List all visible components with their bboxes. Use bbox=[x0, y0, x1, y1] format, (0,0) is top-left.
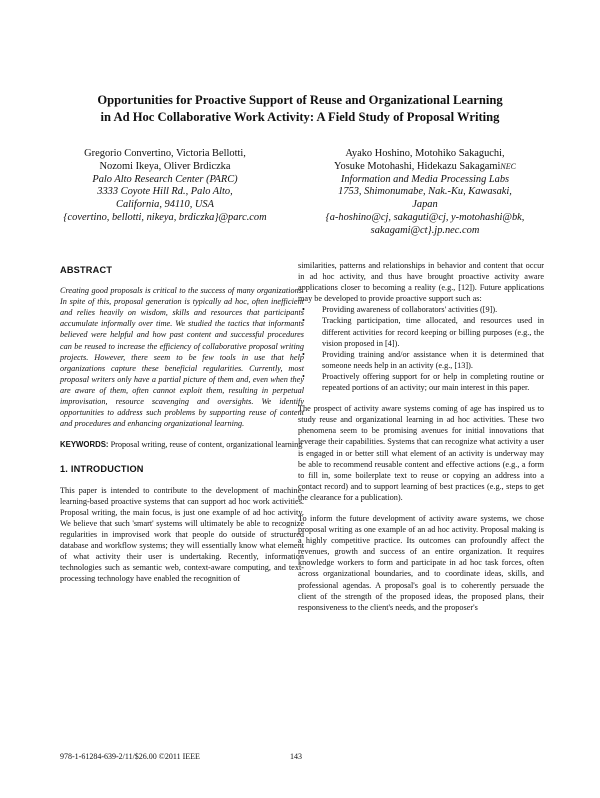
right-paragraph-2: The prospect of activity aware systems coming of age has inspired us to study reuse and organizational learning in ad hoc activities. These two phenomena seem to be promising avenues for initial innovations that leverage their capabilities. Systems that can recognize what activity a user is engaged in or better still what element of an activity is underway may be able to recommend reusable content and effective actions (e.g., a form to fill in, some boilerplate text to reuse or copying an address into a contact record) and to support learning of best practices (e.g., steps to get the clearance for a publication). bbox=[298, 404, 544, 502]
abstract-heading: ABSTRACT bbox=[60, 265, 113, 275]
keywords-label: KEYWORDS: bbox=[60, 440, 109, 450]
author-names-1: Ayako Hoshino, Motohiko Sakaguchi, bbox=[345, 148, 505, 159]
author-block-left bbox=[50, 148, 280, 225]
author-email: {covertino, bellotti, nikeya, brdiczka}@parc.com bbox=[63, 211, 267, 223]
left-column bbox=[60, 260, 304, 594]
list-item: • Providing training and/or assistance when it is determined that someone needs help in an activity (e.g., [13]). bbox=[310, 349, 544, 371]
author-affiliation-mark: NEC bbox=[500, 161, 516, 171]
affiliation-2: 1753, Shimonumabe, Nak.-Ku, Kawasaki, bbox=[338, 186, 512, 198]
author-names-1: Gregorio Convertino, Victoria Bellotti, bbox=[84, 148, 246, 159]
affiliation-3: Japan bbox=[412, 199, 438, 211]
keywords bbox=[60, 439, 304, 450]
right-paragraph-1: similarities, patterns and relationships in behavior and content that occur in ad hoc activity, and thus have brought proactive activity aware applications closer to becoming a reality (e.g., [12]). Future applications may be developed to provide proactive support such as: bbox=[298, 261, 544, 304]
page-number: 143 bbox=[290, 752, 302, 761]
author-email-1: {a-hoshino@cj, sakaguti@cj, y-motohashi@bk, bbox=[325, 211, 525, 223]
list-item: • Proactively offering support for or help in completing routine or repeated portions of an activity; our main interest in this paper. bbox=[310, 371, 544, 393]
footer-isbn: 978-1-61284-639-2/11/$26.00 ©2011 IEEE bbox=[60, 752, 200, 761]
intro-paragraph-1: This paper is intended to contribute to the development of machine-learning-based proactive systems that can support ad hoc work activities. Proposal writing, the main focus, is just one example of ad hoc activity. We believe that such 'smart' systems will ultimately be able to recognize regularities in improvised work that people do outside of structured database and workflow systems; they will essentially know what element of what activity their user is undertaking. Recently, information technologies such as semantic web, context-aware computing, and text-processing technology have enabled the recognition of bbox=[60, 485, 304, 584]
title-line-2: in Ad Hoc Collaborative Work Activity: A Field Study of Proposal Writing bbox=[100, 110, 500, 124]
affiliation-3: California, 94110, USA bbox=[116, 199, 214, 211]
support-list bbox=[298, 304, 544, 393]
list-item: • Tracking participation, time allocated, and resources used in different activities for record keeping or billing purposes (e.g., the vision proposed in [4]). bbox=[310, 315, 544, 348]
author-names-2: Nozomi Ikeya, Oliver Brdiczka bbox=[99, 160, 231, 172]
author-block-right bbox=[306, 148, 544, 238]
introduction-heading: 1. INTRODUCTION bbox=[60, 464, 144, 475]
right-paragraph-3: To inform the future development of activity aware systems, we chose proposal writing as one example of an ad hoc activity. Proposal making is a highly competitive practice. Its outcomes can profoundly affect the revenues, growth and success of an entire organization. It requires knowledge workers to form and participate in ad hoc task forces, often across organizational boundaries, and to coordinate ideas, skills, and professional agendas. A proposal's goal is to coherently persuade the client of the strength of the proposed ideas, the proposed plans, their responsiveness to the client's needs, and the proposer's bbox=[298, 513, 544, 612]
abstract-text: Creating good proposals is critical to the success of many organizations. In spite of this, proposal generation is typically ad hoc, often inefficient and relies heavily on wisdom, skills and resources that participants accumulate informally over time. We studied the tactics that informants believed were helpful and how past content and successful procedures can be reused to increase the efficiency of collaborative proposal writing projects. However, there seem to be few tools in use that help organizations capture these beneficial regularities. Currently, most proposal writers only have a partial picture of them and, even when they are aware of them, often cannot exploit them, resulting in perpetual improvisation, resource scavenging and oversights. We identify opportunities to address such problems by supporting reuse of content and procedures and enhancing organizational learning. bbox=[60, 286, 304, 429]
keywords-text: Proposal writing, reuse of content, organizational learning bbox=[110, 440, 303, 450]
list-item: • Providing awareness of collaborators' activities ([9]). bbox=[310, 304, 544, 315]
paper-title bbox=[40, 92, 560, 126]
right-column bbox=[298, 260, 544, 623]
affiliation-2: 3333 Coyote Hill Rd., Palo Alto, bbox=[97, 186, 233, 198]
title-line-1: Opportunities for Proactive Support of Reuse and Organizational Learning bbox=[97, 93, 503, 107]
affiliation-1: Palo Alto Research Center (PARC) bbox=[92, 173, 238, 185]
affiliation-1: Information and Media Processing Labs bbox=[340, 173, 510, 185]
author-names-2-text: Yosuke Motohashi, Hidekazu Sakagami bbox=[334, 160, 501, 172]
author-email-2: sakagami@ct}.jp.nec.com bbox=[370, 224, 480, 236]
author-names-2 bbox=[306, 161, 544, 174]
